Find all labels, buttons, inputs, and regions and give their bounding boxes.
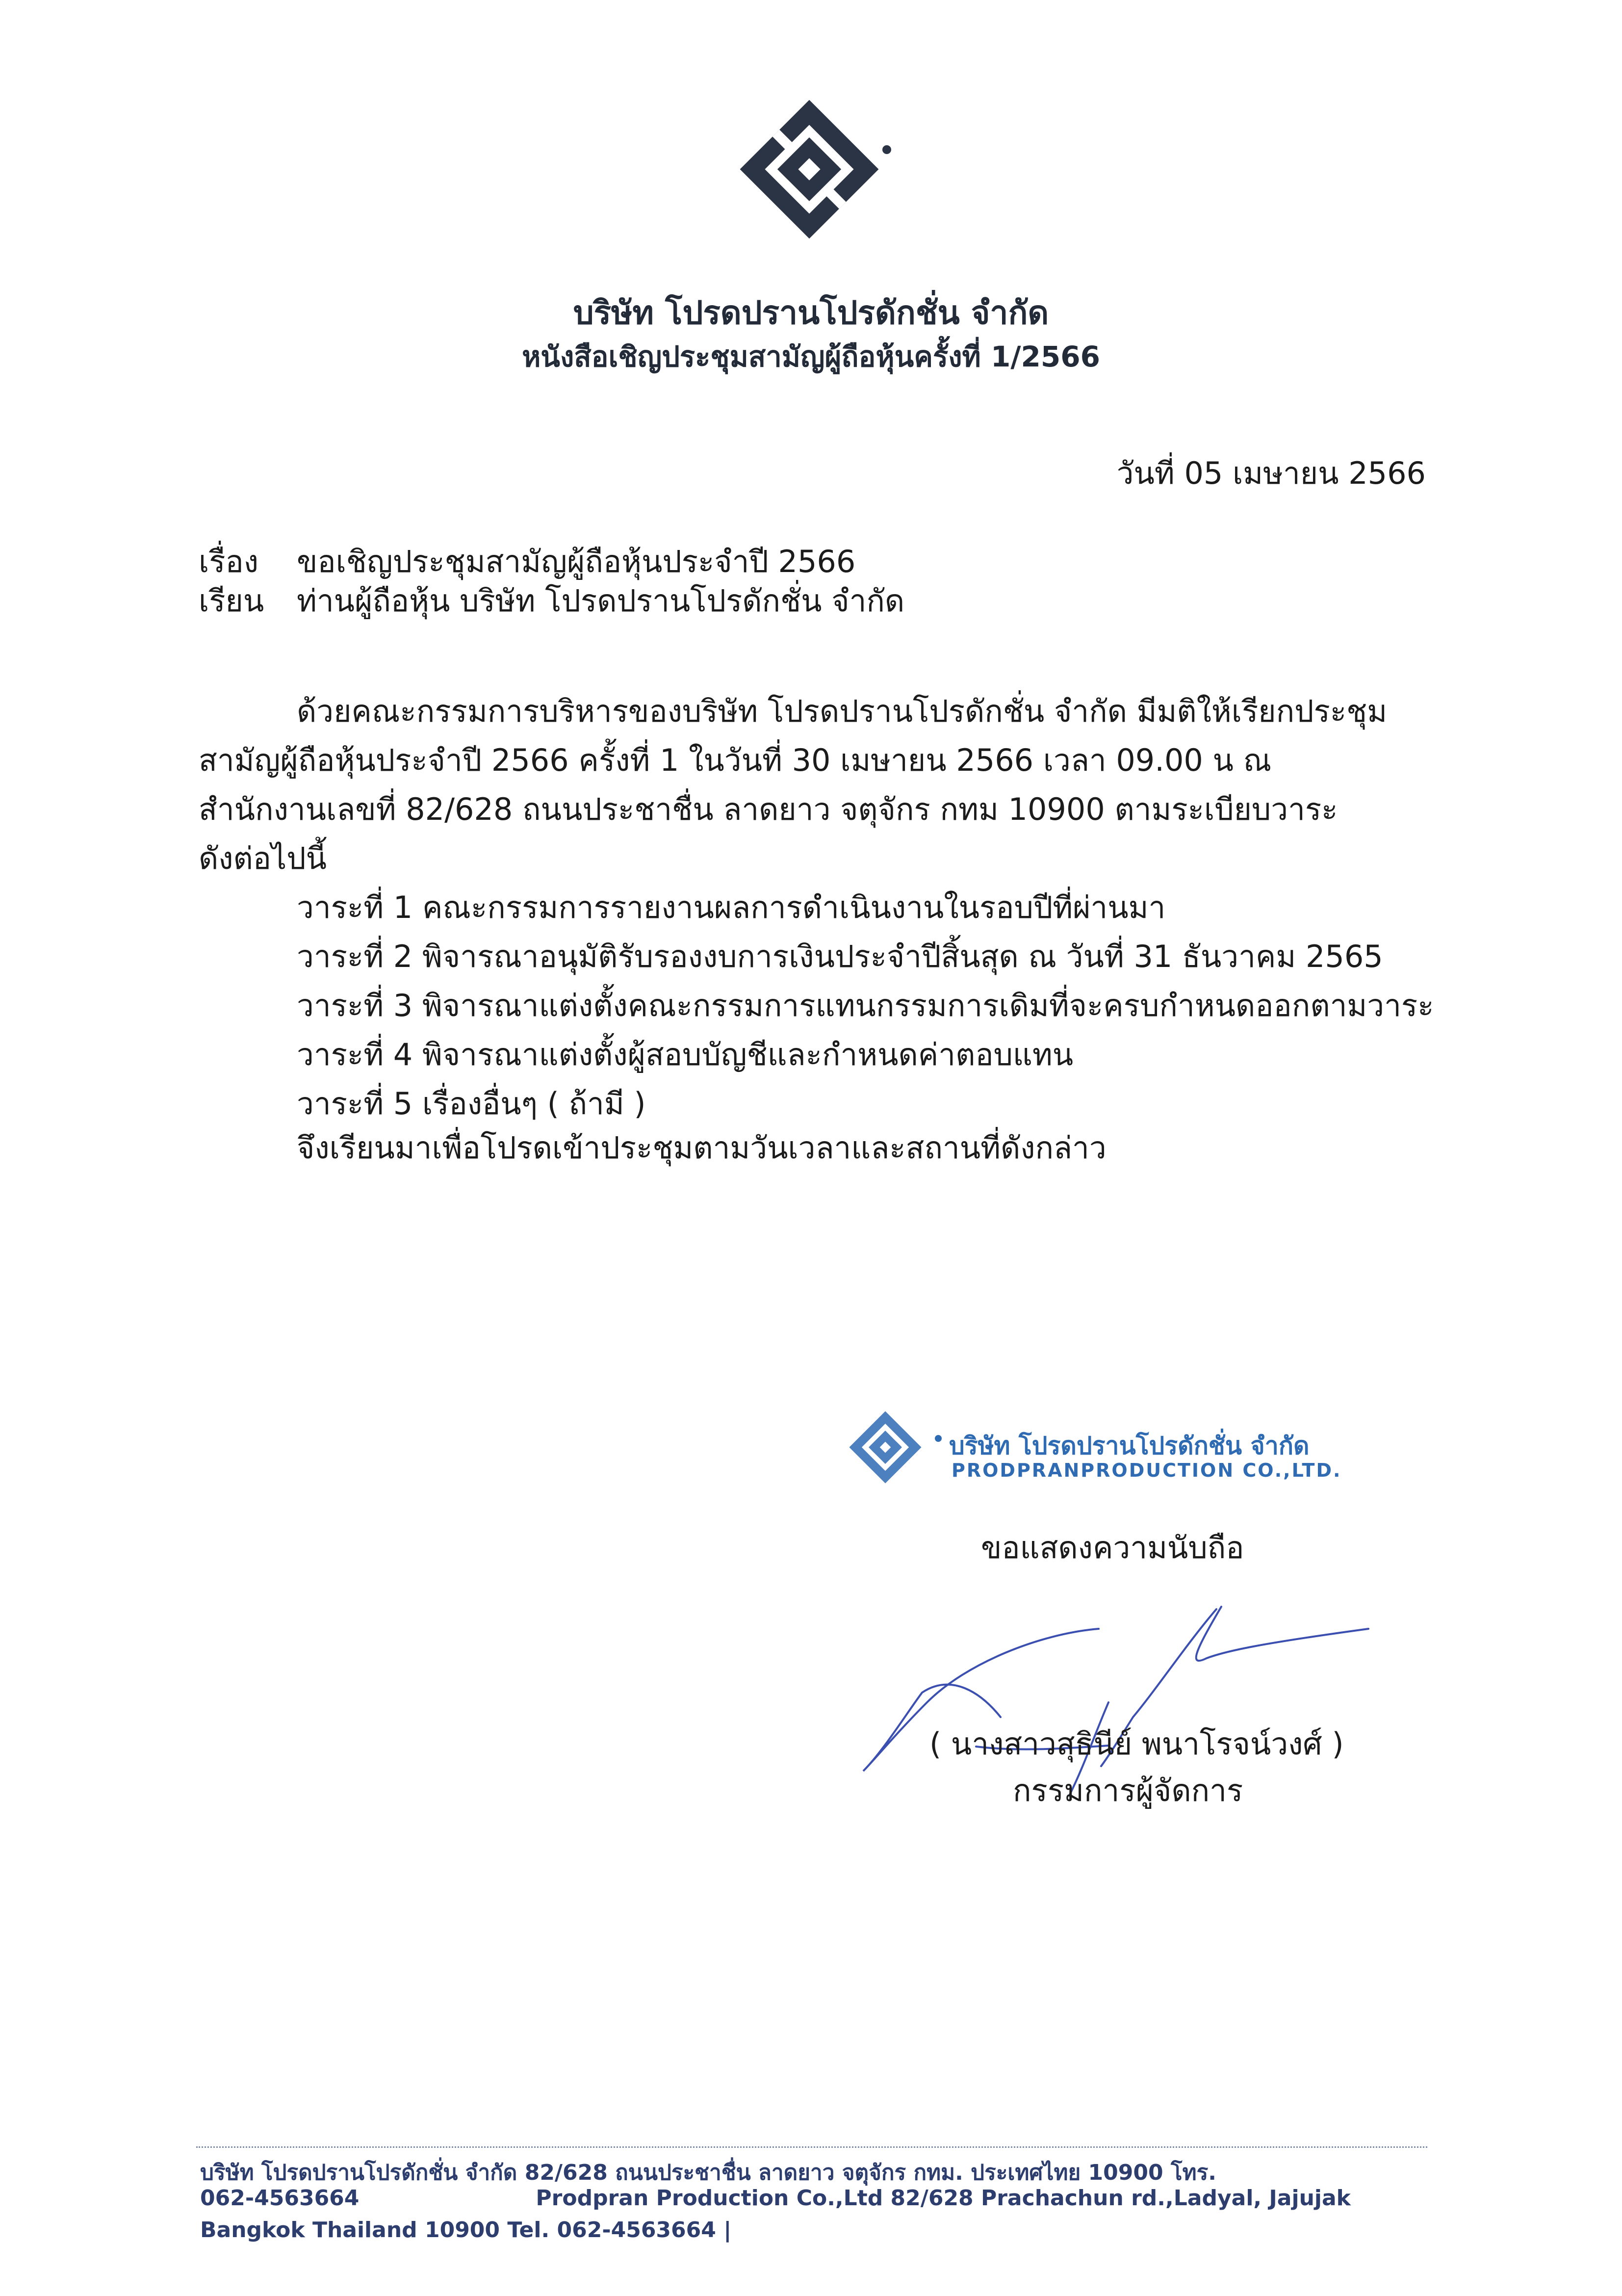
recipient-label: เรียน <box>199 583 264 619</box>
body-line: ดังต่อไปนี้ <box>199 840 327 876</box>
footer-address-th: บริษัท โปรดปรานโปรดักชั่น จำกัด 82/628 ถนนประชาชื่น ลาดยาว จตุจักร กทม. ประเทศไทย 10900 โทร. <box>200 2160 1216 2185</box>
regards-text: ขอแสดงความนับถือ <box>981 1530 1244 1565</box>
footer-address-en <box>200 2186 1351 2211</box>
footer-english-address: Prodpran Production Co.,Ltd 82/628 Prachachun rd.,Ladyal, Jajujak <box>536 2186 1351 2211</box>
document-title: หนังสือเชิญประชุมสามัญผู้ถือหุ้นครั้งที่ 1/2566 <box>522 340 1100 373</box>
recipient-value: ท่านผู้ถือหุ้น บริษัท โปรดปรานโปรดักชั่น จำกัด <box>297 583 905 619</box>
body-paragraph <box>199 687 1435 883</box>
body-line: ด้วยคณะกรรมการบริหารของบริษัท โปรดปรานโปรดักชั่น จำกัด มีมติให้เรียกประชุม <box>297 693 1388 729</box>
agenda-item: วาระที่ 3 พิจารณาแต่งตั้งคณะกรรมการแทนกรรมการเดิมที่จะครบกำหนดออกตามวาระ <box>297 988 1434 1023</box>
footer-divider <box>196 2146 1427 2148</box>
footer-city-phone: Bangkok Thailand 10900 Tel. 062-4563664 | <box>200 2218 732 2243</box>
footer-phone: 062-4563664 <box>200 2186 360 2211</box>
agenda-item: วาระที่ 5 เรื่องอื่นๆ ( ถ้ามี ) <box>297 1086 646 1122</box>
signer-name: ( นางสาวสุธินีย์ พนาโรจน์วงศ์ ) <box>929 1726 1344 1762</box>
closing-sentence: จึงเรียนมาเพื่อโปรดเข้าประชุมตามวันเวลาและสถานที่ดังกล่าว <box>297 1130 1107 1166</box>
stamp-company-name-th: บริษัท โปรดปรานโปรดักชั่น จำกัด <box>949 1432 1310 1460</box>
subject-value: ขอเชิญประชุมสามัญผู้ถือหุ้นประจำปี 2566 <box>297 544 856 579</box>
letter-date: วันที่ 05 เมษายน 2566 <box>1116 455 1426 491</box>
signer-position: กรรมการผู้จัดการ <box>1013 1773 1243 1808</box>
agenda-list <box>297 883 1434 1128</box>
body-line: สำนักงานเลขที่ 82/628 ถนนประชาชื่น ลาดยาว จตุจักร กทม 10900 ตามระเบียบวาระ <box>199 791 1338 827</box>
agenda-item: วาระที่ 4 พิจารณาแต่งตั้งผู้สอบบัญชีและกำหนดค่าตอบแทน <box>297 1037 1074 1072</box>
company-logo-icon <box>731 96 898 243</box>
subject-label: เรื่อง <box>199 544 259 579</box>
agenda-item: วาระที่ 2 พิจารณาอนุมัติรับรองงบการเงินประจำปีสิ้นสุด ณ วันที่ 31 ธันวาคม 2565 <box>297 939 1383 974</box>
agenda-item: วาระที่ 1 คณะกรรมการรายงานผลการดำเนินงานในรอบปีที่ผ่านมา <box>297 889 1166 925</box>
stamp-company-name-en: PRODPRANPRODUCTION CO.,LTD. <box>952 1460 1342 1481</box>
company-name-title: บริษัท โปรดปรานโปรดักชั่น จำกัด <box>573 294 1049 332</box>
body-line: สามัญผู้ถือหุ้นประจำปี 2566 ครั้งที่ 1 ในวันที่ 30 เมษายน 2566 เวลา 09.00 น ณ <box>199 742 1272 778</box>
